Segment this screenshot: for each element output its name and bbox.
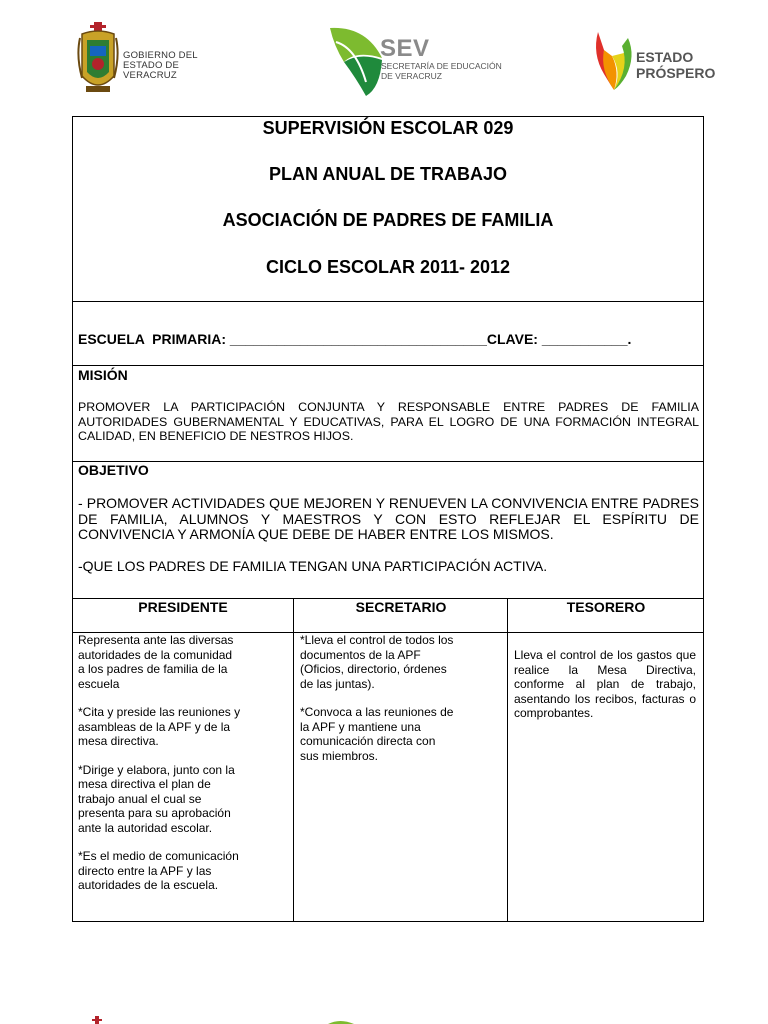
- presidente-duties: [78, 633, 290, 893]
- title-supervision: SUPERVISIÓN ESCOLAR 029: [262, 118, 514, 138]
- gov-logo-line1: GOBIERNO DEL: [123, 50, 198, 61]
- estado-logo-line1: ESTADO: [636, 49, 694, 65]
- mision-heading: MISIÓN: [78, 367, 128, 383]
- title-plan-anual: PLAN ANUAL DE TRABAJO: [268, 164, 507, 184]
- sev-logo-sub2: DE VERACRUZ: [381, 70, 442, 81]
- objetivo-heading: OBJETIVO: [78, 462, 149, 478]
- estado-prospero-logo: [590, 28, 720, 94]
- gov-logo-line2: ESTADO DE VERACRUZ: [123, 59, 179, 81]
- column-divider: [507, 598, 508, 922]
- veracruz-coat-of-arms-icon: [76, 20, 120, 100]
- presidente-duty: *Cita y preside las reuniones y asambleas de la APF y de la mesa directiva.: [78, 705, 241, 748]
- objetivo-text-2: -QUE LOS PADRES DE FAMILIA TENGAN UNA PARTICIPACIÓN ACTIVA.: [78, 558, 548, 574]
- objetivo-text-1: - PROMOVER ACTIVIDADES QUE MEJOREN Y RENUEVEN LA CONVIVENCIA ENTRE PADRES DE FAMILIA, ALUMNOS Y MAESTROS Y CON ESTO REFLEJAR EL ESPÍRITU DE CONVIVENCIA Y ARMONÍA QUE DEBE DE HABER ENTRE LOS MISMOS.: [78, 495, 699, 542]
- sev-leaf-icon: [326, 22, 386, 98]
- title-ciclo-escolar: CICLO ESCOLAR 2011- 2012: [265, 257, 511, 277]
- presidente-duty: *Es el medio de comunicación directo entre la APF y las autoridades de la escuela.: [78, 849, 239, 892]
- presidente-duty: *Dirige y elabora, junto con la mesa directiva el plan de trabajo anual el cual se presenta para su aprobación ante la autoridad escolar.: [78, 762, 235, 835]
- gov-logo: [76, 20, 216, 100]
- mision-text: PROMOVER LA PARTICIPACIÓN CONJUNTA Y RESPONSABLE ENTRE PADRES DE FAMILIA AUTORIDADES GUBERNAMENTAL Y EDUCATIVAS, PARA EL LOGRO DE UNA FORMACIÓN INTEGRAL CALIDAD, EN BENEFICIO DE NESTROS HIJOS.: [78, 400, 699, 444]
- estado-logo-line2: PRÓSPERO: [636, 65, 716, 82]
- secretario-duty: *Convoca a las reuniones de la APF y mantiene una comunicación directa con sus miembros.: [300, 705, 454, 763]
- col-header-tesorero: TESORERO: [566, 599, 646, 615]
- presidente-duty: Representa ante las diversas autoridades de la comunidad a los padres de familia de la escuela: [78, 633, 234, 691]
- secretario-duties: [300, 633, 504, 763]
- estado-prospero-flame-icon: [590, 28, 636, 92]
- title-asociacion: ASOCIACIÓN DE PADRES DE FAMILIA: [222, 210, 554, 230]
- sev-leaf-icon: [326, 1018, 356, 1024]
- col-header-secretario: SECRETARIO: [355, 599, 447, 615]
- tesorero-duties: Lleva el control de los gastos que realice la Mesa Directiva, conforme al plan de trabajo, asentando los recibos, facturas o comprobantes.: [514, 648, 696, 720]
- divider: [72, 365, 704, 366]
- divider: [72, 461, 704, 462]
- col-header-presidente: PRESIDENTE: [138, 599, 228, 615]
- sev-logo-title: SEV: [380, 35, 430, 62]
- divider: [72, 301, 704, 302]
- sev-logo-sub1: SECRETARÍA DE EDUCACIÓN: [381, 61, 502, 71]
- sev-logo: [326, 22, 506, 100]
- secretario-duty: *Lleva el control de todos los documentos de la APF (Oficios, directorio, órdenes de las juntas).: [300, 633, 454, 691]
- column-divider: [293, 598, 294, 922]
- school-clave-line: ESCUELA PRIMARIA: _________________________________CLAVE: ___________.: [78, 331, 632, 347]
- veracruz-coat-of-arms-icon: [90, 1016, 104, 1024]
